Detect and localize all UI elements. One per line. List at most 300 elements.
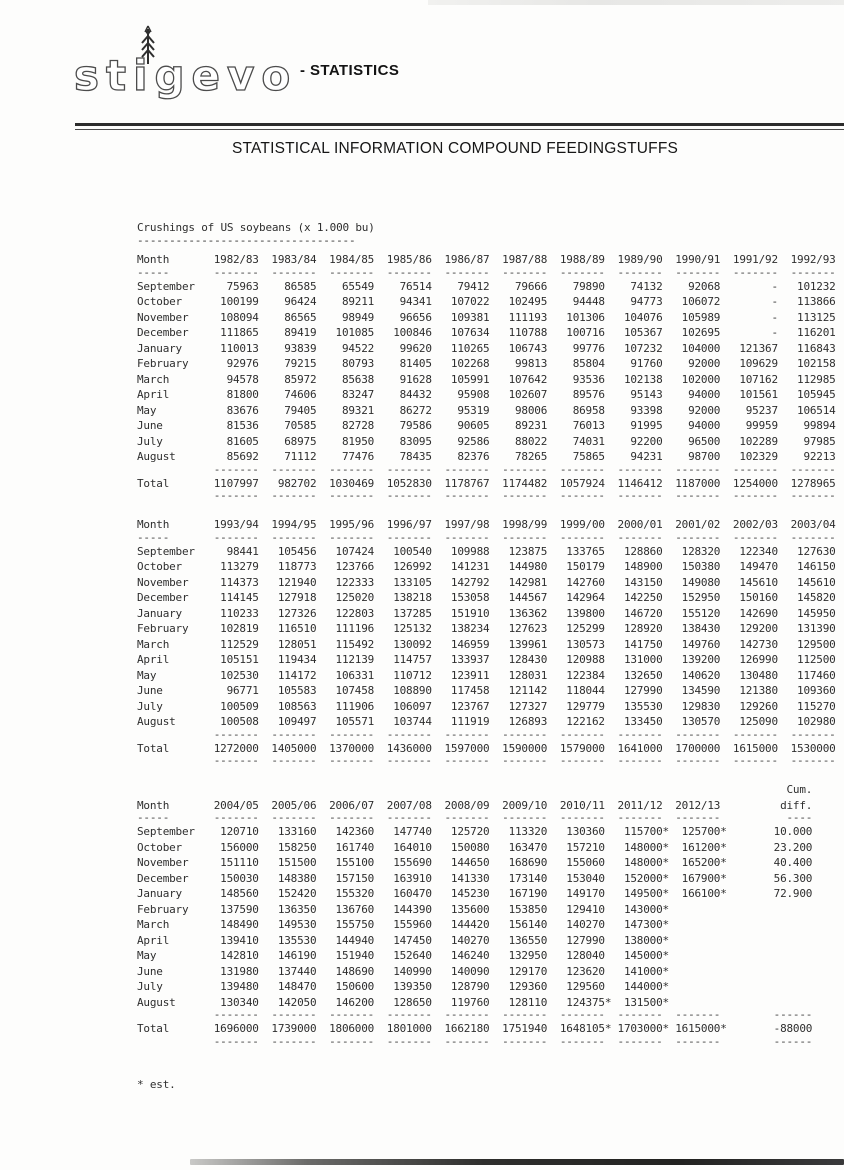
spacer — [137, 756, 201, 767]
post-total-dash-row — [137, 756, 836, 767]
value-cell: 94000 — [688, 419, 721, 432]
value-cell: 95319 — [457, 403, 490, 417]
value-cell: 139350 — [393, 980, 432, 993]
month-cell: June — [137, 419, 163, 432]
value-cell: 90605 — [457, 419, 490, 432]
value-cell: 140620 — [681, 668, 721, 682]
table-row — [137, 606, 836, 622]
value-cell: 93398 — [630, 403, 663, 417]
value-cell: 142792 — [450, 575, 490, 589]
value-cell: 101085 — [335, 326, 375, 339]
value-cell: 92000 — [688, 357, 721, 370]
value-cell: 157210 — [566, 840, 605, 854]
value-cell: 152000* — [623, 871, 669, 885]
value-cell: 142050 — [277, 995, 317, 1009]
value-cell: 124375* — [566, 995, 612, 1009]
value-cell: 155060 — [566, 856, 605, 869]
value-cell: 138234 — [450, 622, 490, 635]
dash: ------- — [675, 265, 721, 279]
dash: ------- — [559, 727, 605, 741]
value-cell: 98441 — [226, 544, 259, 558]
post-total-dash-row — [137, 1034, 813, 1048]
value-cell: 120710 — [220, 825, 259, 838]
value-cell: 132650 — [623, 668, 663, 682]
value-cell: 89576 — [572, 388, 605, 401]
value-cell: 68975 — [284, 434, 317, 448]
dash: ------- — [732, 754, 778, 767]
dash: ------- — [790, 754, 836, 767]
cum-diff-cell: 72.900 — [773, 887, 813, 900]
year-column-header: 1999/00 — [559, 518, 605, 531]
table-row — [137, 683, 836, 699]
value-cell: 146200 — [335, 995, 375, 1009]
value-cell: 133450 — [623, 715, 663, 728]
table-row — [137, 979, 812, 995]
value-cell: 105151 — [220, 653, 259, 666]
value-cell: 148000* — [623, 856, 669, 869]
value-cell: 117458 — [450, 684, 490, 697]
value-cell: 131000 — [623, 653, 663, 666]
table-row — [137, 886, 812, 902]
value-cell: 98006 — [515, 403, 548, 417]
dash: ------- — [444, 727, 490, 741]
table-row — [137, 294, 836, 310]
year-column-header: 1996/97 — [386, 518, 432, 531]
total-value-cell: 1107997 — [213, 476, 259, 490]
value-cell: 130340 — [220, 995, 259, 1009]
spacer — [374, 782, 432, 798]
value-cell: 127990 — [623, 684, 663, 697]
dash: ------- — [502, 265, 548, 279]
value-cell: 74132 — [630, 279, 663, 293]
value-cell: 158250 — [277, 840, 317, 854]
year-column-header: 1982/83 — [213, 253, 259, 266]
dash: ------- — [617, 1008, 663, 1021]
month-cell: September — [137, 544, 195, 558]
dash: ------- — [271, 1008, 317, 1021]
dash: ------- — [617, 811, 663, 824]
value-cell: 99959 — [745, 419, 778, 432]
table-row — [137, 559, 836, 575]
month-cell: September — [137, 825, 195, 838]
value-cell: 76013 — [572, 419, 605, 432]
value-cell: 129779 — [566, 699, 605, 713]
dash: ------- — [617, 727, 663, 741]
value-cell: 99813 — [515, 357, 548, 370]
post-total-dash-row — [137, 491, 836, 502]
value-cell: 148900 — [623, 560, 663, 573]
value-cell: 112139 — [335, 653, 375, 666]
footnote-estimate: * est. — [137, 1078, 176, 1091]
dash: ------- — [329, 265, 375, 279]
value-cell: 92068 — [688, 279, 721, 293]
value-cell: 85972 — [284, 372, 317, 386]
total-value-cell: 1700000 — [675, 741, 721, 755]
year-column-header: 2001/02 — [675, 518, 721, 531]
month-cell: December — [137, 591, 189, 604]
dash: ------- — [329, 1034, 375, 1048]
value-cell: 113866 — [797, 295, 836, 308]
dash: ------- — [386, 265, 432, 279]
value-cell: 136760 — [335, 902, 375, 916]
value-cell: 149500* — [623, 887, 669, 900]
value-cell: 81605 — [226, 434, 259, 448]
table-row — [137, 668, 836, 684]
dash: ------- — [444, 754, 490, 767]
value-cell: 95908 — [457, 388, 490, 401]
dash: ------- — [386, 530, 432, 544]
value-cell: 135530 — [623, 699, 663, 713]
value-cell: 76514 — [399, 279, 432, 293]
cum-diff-cell — [720, 964, 812, 980]
table-row — [137, 824, 812, 840]
value-cell: 144000* — [623, 980, 669, 993]
month-cell: October — [137, 560, 182, 573]
value-cell: 121142 — [508, 684, 548, 697]
value-cell: 129830 — [681, 699, 721, 713]
value-cell: 88022 — [515, 434, 548, 448]
value-cell: 86565 — [284, 310, 317, 324]
value-cell: 147740 — [393, 825, 432, 838]
value-cell: 89231 — [515, 419, 548, 432]
table-row — [137, 871, 812, 887]
value-cell: 94773 — [630, 295, 663, 308]
value-cell: 143000* — [623, 902, 669, 916]
value-cell: 95143 — [630, 388, 663, 401]
value-cell: 125132 — [393, 622, 432, 635]
value-cell: 122333 — [335, 575, 375, 589]
value-cell: 143150 — [623, 575, 663, 589]
value-cell: 141231 — [450, 560, 490, 573]
value-cell: 125299 — [566, 622, 605, 635]
value-cell: 129260 — [739, 699, 778, 713]
dash: ------- — [386, 811, 432, 824]
value-cell: 121940 — [277, 575, 317, 589]
value-cell: 100846 — [393, 326, 432, 339]
value-cell: 130570 — [681, 715, 721, 728]
value-cell: 92586 — [457, 434, 490, 448]
crushings-table-2004-2013 — [137, 782, 812, 1048]
value-cell — [663, 948, 721, 964]
value-cell: 153850 — [508, 902, 548, 916]
month-cell: April — [137, 388, 170, 401]
value-cell: 145230 — [450, 887, 490, 900]
dash: ------- — [213, 1008, 259, 1021]
total-cum-diff-cell: -88000 — [773, 1022, 813, 1035]
value-cell: 148690 — [335, 964, 375, 978]
total-value-cell: 1057924 — [559, 476, 605, 490]
dash: ------- — [213, 530, 259, 544]
value-cell: 111906 — [335, 699, 375, 713]
value-cell: 123911 — [450, 668, 490, 682]
value-cell: 151940 — [335, 949, 375, 962]
value-cell: 142250 — [623, 591, 663, 604]
dash: ------- — [559, 811, 605, 824]
pre-total-dash-row — [137, 727, 836, 741]
value-cell: 145610 — [797, 575, 836, 589]
value-cell: 94231 — [630, 450, 663, 463]
dash: ------- — [386, 1034, 432, 1048]
value-cell: 155320 — [335, 887, 375, 900]
value-cell: 82376 — [457, 450, 490, 463]
value-cell: 123620 — [566, 964, 605, 978]
value-cell: 127327 — [508, 699, 548, 713]
value-cell: 109497 — [277, 715, 317, 728]
year-column-header: 1995/96 — [329, 518, 375, 531]
year-column-header: 1984/85 — [329, 253, 375, 266]
cum-diff-cell — [720, 979, 812, 995]
table-row — [137, 544, 836, 560]
value-cell: 96424 — [284, 295, 317, 308]
dash: ------- — [502, 462, 548, 476]
spacer — [137, 1010, 201, 1021]
value-cell: 107232 — [623, 341, 663, 355]
value-cell: 148000* — [623, 840, 669, 854]
value-cell: 128430 — [508, 653, 548, 666]
month-cell: November — [137, 310, 189, 324]
value-cell: 142730 — [739, 637, 778, 651]
dash: ------- — [559, 1034, 605, 1048]
year-column-header: 1993/94 — [213, 518, 259, 531]
year-column-header: 2002/03 — [732, 518, 778, 531]
value-cell: 78435 — [399, 450, 432, 463]
value-cell: 70585 — [284, 419, 317, 432]
table-row — [137, 325, 836, 341]
dash: ------- — [329, 530, 375, 544]
value-cell: 148470 — [277, 980, 317, 993]
month-cell: May — [137, 949, 157, 962]
dash: ------- — [559, 530, 605, 544]
value-cell: 89321 — [341, 403, 375, 417]
table-row — [137, 341, 836, 357]
value-cell: 101232 — [797, 279, 836, 293]
spacer — [547, 782, 605, 798]
value-cell: 144650 — [450, 856, 490, 869]
value-cell: 91760 — [630, 357, 663, 370]
value-cell: 131390 — [797, 622, 836, 635]
value-cell: 152640 — [393, 949, 432, 962]
value-cell: 142964 — [566, 591, 605, 604]
value-cell: 93839 — [284, 341, 317, 355]
value-cell: 145820 — [797, 591, 836, 604]
value-cell: 129360 — [508, 980, 548, 993]
cum-header: Cum. — [786, 783, 813, 796]
value-cell: 153040 — [566, 871, 605, 885]
value-cell: 151110 — [220, 856, 259, 869]
value-cell: 148380 — [277, 871, 317, 885]
table-row — [137, 372, 836, 388]
year-column-header: 2012/13 — [675, 798, 721, 812]
total-value-cell: 1703000* — [617, 1022, 669, 1035]
value-cell: 137590 — [220, 902, 259, 916]
value-cell: 105367 — [623, 326, 663, 339]
value-cell: 94448 — [572, 295, 605, 308]
value-cell: 128860 — [623, 544, 663, 558]
value-cell: 100508 — [220, 715, 259, 728]
dash: ------- — [386, 754, 432, 767]
month-cell: October — [137, 295, 182, 308]
dash: ------- — [386, 489, 432, 502]
value-cell: 92200 — [630, 434, 663, 448]
total-value-cell: 1801000 — [386, 1022, 432, 1035]
dash: ------- — [732, 265, 778, 279]
header-rule-top — [75, 123, 844, 126]
value-cell: 79586 — [399, 419, 432, 432]
value-cell: 105571 — [335, 715, 375, 728]
total-value-cell: 1405000 — [271, 741, 317, 755]
dash: ------- — [444, 265, 490, 279]
spacer — [137, 730, 201, 741]
dash: ------- — [790, 727, 836, 741]
value-cell: 114172 — [277, 668, 317, 682]
dash: ------- — [559, 489, 605, 502]
total-value-cell: 1751940 — [502, 1022, 548, 1035]
year-column-header: 2005/06 — [271, 798, 317, 812]
value-cell: 145000* — [623, 949, 669, 962]
table-row — [137, 917, 812, 933]
value-cell: 112985 — [797, 372, 836, 386]
month-cell: June — [137, 964, 163, 978]
month-cell: January — [137, 887, 182, 900]
brand-word: stigevo — [74, 51, 298, 100]
dash: ------- — [675, 1034, 721, 1048]
value-cell: 141750 — [623, 637, 663, 651]
value-cell: 149530 — [277, 918, 317, 931]
dash: ------- — [790, 265, 836, 279]
value-cell: 160470 — [393, 887, 432, 900]
total-value-cell: 1530000 — [790, 741, 836, 755]
year-column-header: 1988/89 — [559, 253, 605, 266]
total-label: Total — [137, 1022, 170, 1035]
pre-total-dash-row — [137, 1010, 812, 1021]
total-value-cell: 1436000 — [386, 741, 432, 755]
value-cell: 142760 — [566, 575, 605, 589]
year-column-header: 1983/84 — [271, 253, 317, 266]
dash: ------- — [329, 489, 375, 502]
month-column-header: Month — [137, 518, 170, 531]
subtitle-text: Crushings of US soybeans (x 1.000 bu) — [137, 221, 375, 234]
value-cell: 99894 — [803, 419, 836, 432]
value-cell: 97985 — [803, 434, 836, 448]
value-cell: 94522 — [341, 341, 375, 355]
value-cell: 137440 — [277, 964, 317, 978]
dash: ------- — [271, 462, 317, 476]
cum-diff-cell — [720, 917, 812, 933]
scan-artifact-top — [428, 0, 844, 5]
value-cell: 167900* — [681, 871, 727, 885]
dash: ------- — [732, 727, 778, 741]
value-cell: 106514 — [797, 403, 836, 417]
value-cell: 116510 — [277, 622, 317, 635]
month-cell: July — [137, 980, 163, 993]
value-cell: 100509 — [220, 699, 259, 713]
value-cell: - — [771, 279, 778, 293]
value-cell: 107162 — [739, 372, 778, 386]
dash: ------- — [444, 811, 490, 824]
value-cell: 100199 — [220, 295, 259, 308]
value-cell: 127918 — [277, 591, 317, 604]
table-row — [137, 418, 836, 434]
value-cell: 147450 — [393, 933, 432, 947]
dash: ----- — [137, 811, 170, 824]
value-cell: 127990 — [566, 933, 605, 947]
value-cell: 118773 — [277, 560, 317, 573]
value-cell: 129170 — [508, 964, 548, 978]
dash: ------- — [329, 754, 375, 767]
value-cell: 94578 — [226, 372, 259, 386]
total-value-cell: 1696000 — [213, 1022, 259, 1035]
pre-total-dash-row — [137, 462, 836, 476]
year-column-header: 2009/10 — [502, 798, 548, 812]
value-cell: 111196 — [335, 622, 375, 635]
month-cell: January — [137, 341, 182, 355]
value-cell: 138000* — [623, 933, 669, 947]
value-cell: 112500 — [797, 653, 836, 666]
value-cell: 141330 — [450, 871, 490, 885]
month-cell: May — [137, 403, 157, 417]
value-cell: 79405 — [284, 403, 317, 417]
value-cell: 81950 — [341, 434, 375, 448]
header-dash-row — [137, 265, 836, 279]
value-cell: 99620 — [399, 341, 432, 355]
value-cell: 114757 — [393, 653, 432, 666]
value-cell: 140090 — [450, 964, 490, 978]
value-cell: 92000 — [688, 403, 721, 417]
dash: ------- — [790, 489, 836, 502]
dash: ------- — [444, 1034, 490, 1048]
table-row — [137, 356, 836, 372]
dash: ------- — [559, 1008, 605, 1021]
value-cell: 140270 — [566, 918, 605, 931]
year-column-header: 2010/11 — [559, 798, 605, 812]
value-cell: 155120 — [681, 606, 721, 620]
value-cell: 86585 — [284, 279, 317, 293]
dash: ------ — [773, 1034, 813, 1048]
value-cell: 144567 — [508, 591, 548, 604]
value-cell: 168690 — [508, 856, 548, 869]
value-cell: 101306 — [566, 310, 605, 324]
table-row — [137, 964, 812, 980]
value-cell: 102158 — [797, 357, 836, 370]
cum-diff-cell — [720, 933, 812, 949]
value-cell: 111919 — [450, 715, 490, 728]
value-cell: 79215 — [284, 357, 317, 370]
value-cell: 128051 — [277, 637, 317, 651]
value-cell: 99776 — [572, 341, 605, 355]
dash: ------- — [617, 1034, 663, 1048]
value-cell: 121367 — [739, 341, 778, 355]
value-cell: 144980 — [508, 560, 548, 573]
value-cell: 85804 — [572, 357, 605, 370]
month-cell: April — [137, 653, 170, 666]
value-cell: 149470 — [739, 560, 778, 573]
table-row — [137, 279, 836, 295]
value-cell: 155100 — [335, 856, 375, 869]
dash: ------- — [559, 754, 605, 767]
value-cell: 74606 — [284, 388, 317, 401]
table-row — [137, 652, 836, 668]
value-cell: 113320 — [508, 825, 548, 838]
value-cell: 153058 — [450, 591, 490, 604]
value-cell: 131980 — [220, 964, 259, 978]
dash: ------- — [559, 265, 605, 279]
spacer — [137, 782, 201, 798]
value-cell: 102980 — [797, 715, 836, 728]
value-cell: 112529 — [220, 637, 259, 651]
value-cell: 102607 — [508, 388, 548, 401]
total-value-cell: 1174482 — [502, 476, 548, 490]
dash: ------ — [773, 1008, 813, 1021]
